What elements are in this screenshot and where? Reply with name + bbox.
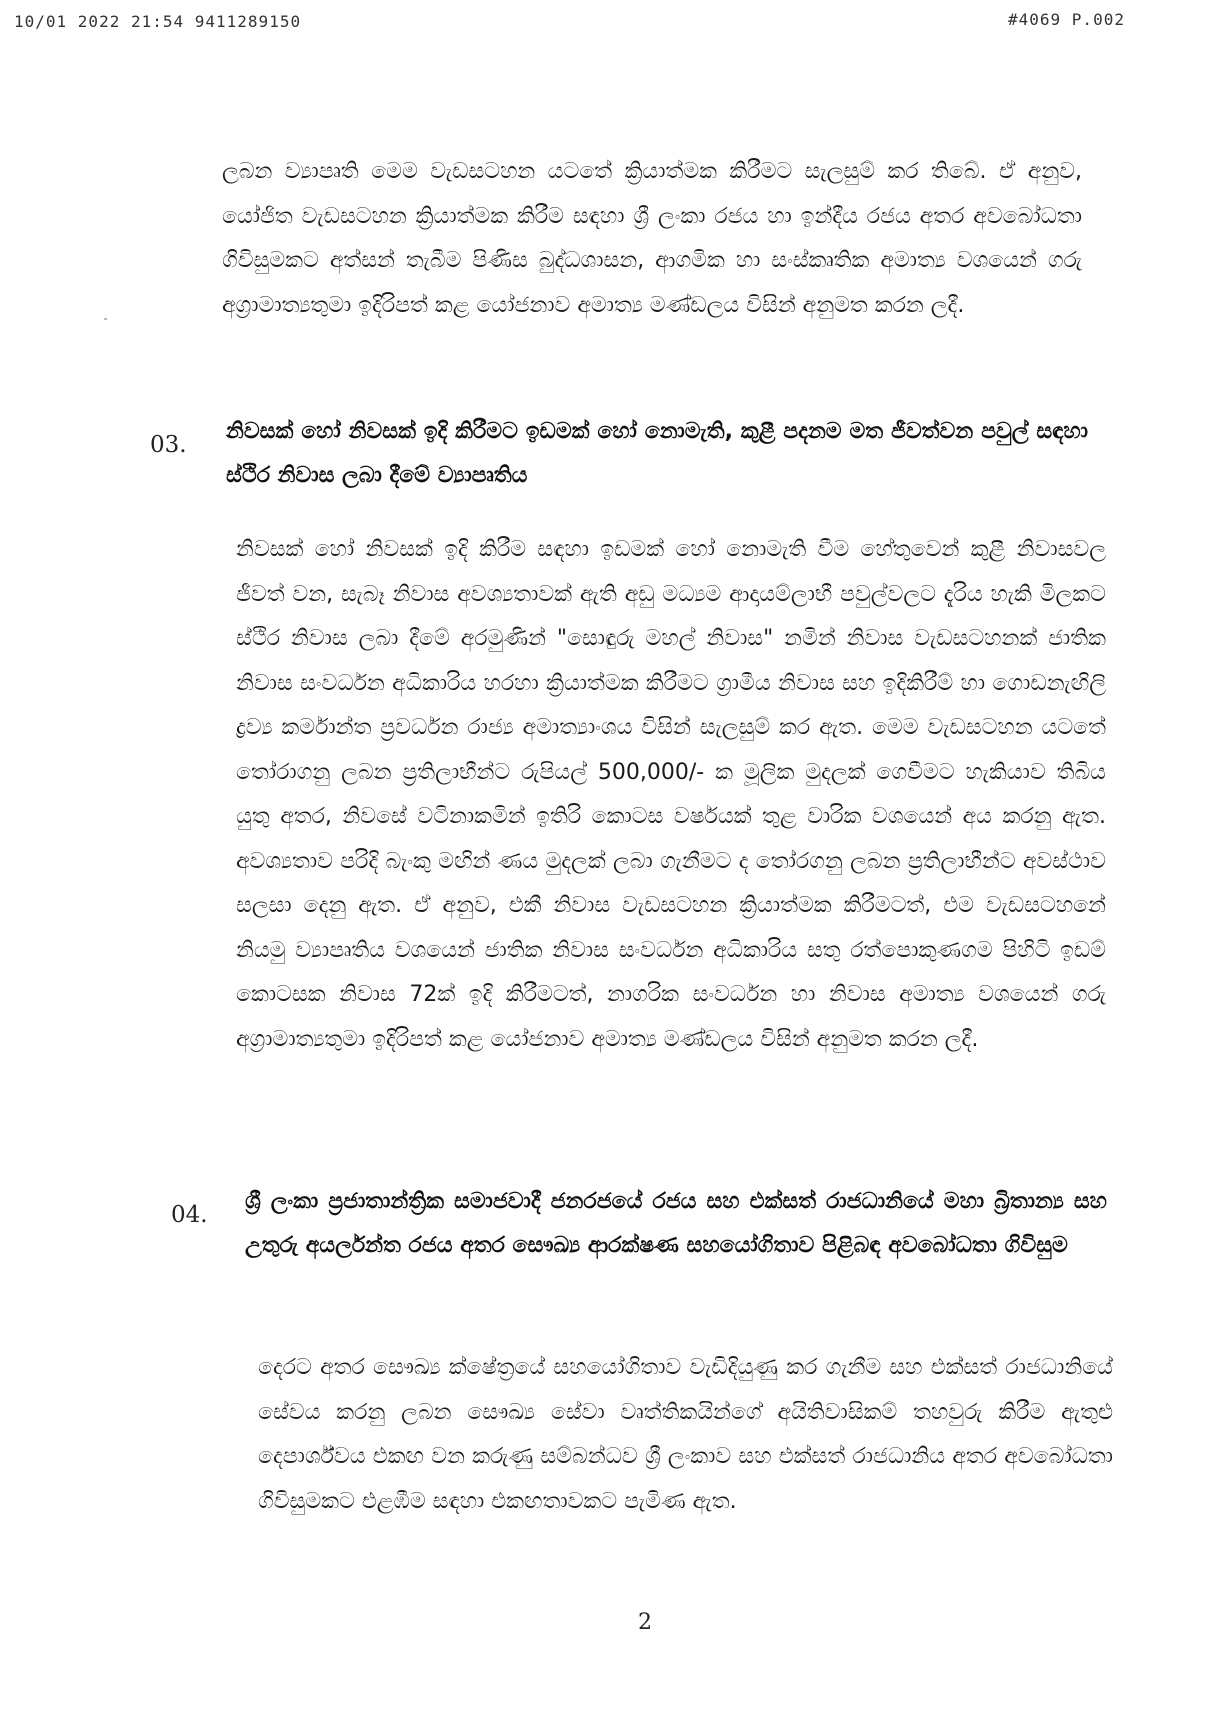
fax-header-right: #4069 P.002 xyxy=(1008,10,1125,29)
scan-speck xyxy=(104,318,107,320)
section-body-04: දෙරට අතර සෞඛ්‍ය ක්ෂේත්‍රයේ සහයෝගිතාව වැඩිදියුණු කර ගැනීම සහ එක්සත් රාජධානියේ සේවය කරනු ලබන සෞඛ්‍ය සේවා වෘත්තිකයින්ගේ අයිතිවාසිකම් තහවුරු කිරීම ඇතුළු දෙපාර්ශ්වය එකඟ වන කරුණු සම්බන්ධව ශ්‍රී ලංකාව සහ එක්සත් රාජධානිය අතර අවබෝධතා ගිවිසුමකට එළඹීම සඳහා එකඟතාවකට පැමිණ ඇත. xyxy=(258,1355,1113,1514)
page-number: 2 xyxy=(638,1610,652,1635)
section-body-03: නිවසක් හෝ නිවසක් ඉදි කිරීම සඳහා ඉඩමක් හෝ නොමැති වීම හේතුවෙන් කුළී නිවාසවල ජීවත් වන, සැබෑ නිවාස අවශ්‍යතාවක් ඇති අඩු මධ්‍යම ආදායම්ලාභී පවුල්වලට දැරිය හැකි මිලකට ස්ථිර නිවාස ලබා දීමේ අරමුණින් "සොඳුරු මහල් නිවාස" නමින් නිවාස වැඩසටහනක් ජාතික නිවාස සංවර්ධන අධිකාරිය හරහා ක්‍රියාත්මක කිරීමට ග්‍රාමීය නිවාස සහ ඉදිකිරීම් හා ගොඩනැඟිලි ද්‍රව්‍ය කර්මාන්ත ප්‍රවර්ධන රාජ්‍ය අමාත්‍යාංශය විසින් සැලසුම් කර ඇත. මෙම වැඩසටහන යටතේ තෝරාගනු ලබන ප්‍රතිලාභීන්ට රුපියල් 500,000/- ක මූලික මුදලක් ගෙවීමට හැකියාව තිබිය යුතු අතර, නිවසේ වටිනාකමින් ඉතිරි කොටස වර්ෂයක් තුළ වාරික වශයෙන් අය කරනු ඇත. අවශ්‍යතාව පරිදි බැංකු මඟින් ණය මුදලක් ලබා ගැනීමට ද තෝරගනු ලබන ප්‍රතිලාභීන්ට අවස්ථාව සලසා දෙනු ඇත. ඒ අනුව, එකී නිවාස වැඩසටහන ක්‍රියාත්මක කිරීමටත්, එම වැඩසටහනේ නියමු ව්‍යාපෘතිය වශයෙන් ජාතික නිවාස සංවර්ධන අධිකාරිය සතු රත්පොකුණගම පිහිටි ඉඩම් කොටසක නිවාස 72ක් ඉදි කිරීමටත්, නාගරික සංවර්ධන හා නිවාස අමාත්‍ය වශයෙන් ගරු අග්‍රාමාත්‍යතුමා ඉදිරිපත් කළ යෝජනාව අමාත්‍ය මණ්ඩලය විසින් අනුමත කරන ලදී. xyxy=(236,537,1106,1052)
intro-paragraph: ලබන ව්‍යාපෘති මෙම වැඩසටහන යටතේ ක්‍රියාත්මක කිරීමට සැලසුම් කර තිබේ. ඒ අනුව, යෝජිත වැඩසටහන ක්‍රියාත්මක කිරීම සඳහා ශ්‍රී ලංකා රජය හා ඉන්දීය රජය අතර අවබෝධතා ගිවිසුමකට අත්සන් තැබීම පිණිස බුද්ධශාසන, ආගමික හා සංස්කෘතික අමාත්‍ය වශයෙන් ගරු අග්‍රාමාත්‍යතුමා ඉදිරිපත් කළ යෝජනාව අමාත්‍ය මණ්ඩලය විසින් අනුමත කරන ලදී. xyxy=(222,159,1082,318)
section-heading-04: ශ්‍රී ලංකා ප්‍රජාතාන්ත්‍රික සමාජවාදී ජනරජයේ රජය සහ එක්සත් රාජධානියේ මහා බ්‍රිතාන්‍ය සහ උතුරු අයර්ලන්ත රජය අතර සෞඛ්‍ය ආරක්ෂණ සහයෝගිතාව පිළිබඳ අවබෝධතා ගිවිසුම xyxy=(245,1189,1107,1258)
section-number-03: 03. xyxy=(150,432,187,458)
fax-header-left: 10/01 2022 21:54 9411289150 xyxy=(14,12,302,31)
section-heading-03: නිවසක් හෝ නිවසක් ඉදි කිරීමට ඉඩමක් හෝ නොමැති, කුළී පදනම මත ජීවත්වන පවුල් සඳහා ස්ථිර නිවාස ලබා දීමේ ව්‍යාපෘතිය xyxy=(226,419,1088,488)
section-number-04: 04. xyxy=(171,1202,208,1228)
